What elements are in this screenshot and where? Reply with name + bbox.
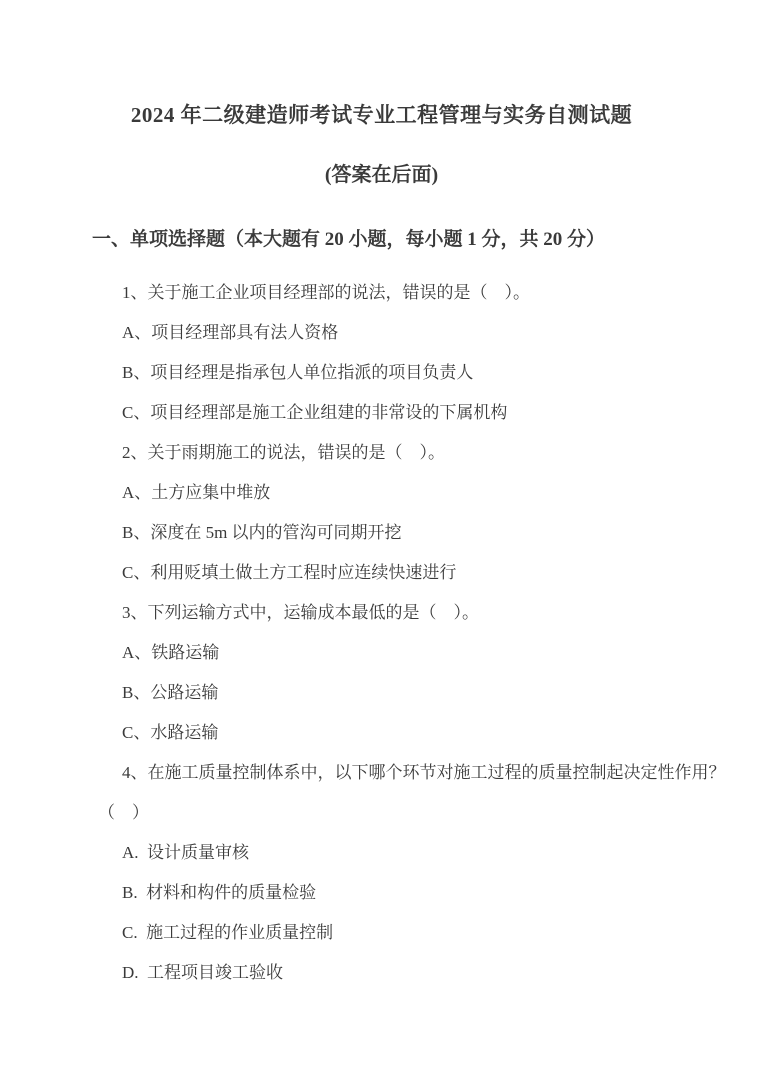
question-1-option-c: C、项目经理部是施工企业组建的非常设的下属机构: [122, 403, 508, 422]
question-2-stem: 2、关于雨期施工的说法，错误的是（ ）。: [122, 443, 445, 462]
question-3-option-a: A、铁路运输: [122, 643, 220, 662]
question-3-option-c: C、水路运输: [122, 723, 219, 742]
question-3-option-b: B、公路运输: [122, 683, 219, 702]
question-4-option-d: D. 工程项目竣工验收: [122, 963, 284, 982]
document-title: 2024 年二级建造师考试专业工程管理与实务自测试题: [130, 103, 633, 127]
question-4-option-a: A. 设计质量审核: [122, 843, 250, 862]
question-1-option-b: B、项目经理是指承包人单位指派的项目负责人: [122, 363, 474, 382]
answers-note: (答案在后面): [324, 164, 439, 186]
question-3-stem: 3、下列运输方式中，运输成本最低的是（ ）。: [122, 603, 479, 622]
question-1-stem: 1、关于施工企业项目经理部的说法，错误的是（ ）。: [122, 283, 530, 302]
question-4-option-b: B. 材料和构件的质量检验: [122, 883, 317, 902]
question-4-option-c: C. 施工过程的作业质量控制: [122, 923, 334, 942]
question-2-option-c: C、利用贬填土做土方工程时应连续快速进行: [122, 563, 457, 582]
question-4-stem: 4、在施工质量控制体系中，以下哪个环节对施工过程的质量控制起决定性作用？: [122, 763, 726, 782]
section-heading: 一、单项选择题（本大题有 20 小题，每小题 1 分，共 20 分）: [92, 229, 606, 250]
question-4-stem-continuation: （ ）: [98, 803, 149, 822]
question-2-option-a: A、土方应集中堆放: [122, 483, 271, 502]
question-1-option-a: A、项目经理部具有法人资格: [122, 323, 339, 342]
question-2-option-b: B、深度在 5m 以内的管沟可同期开挖: [122, 523, 402, 542]
